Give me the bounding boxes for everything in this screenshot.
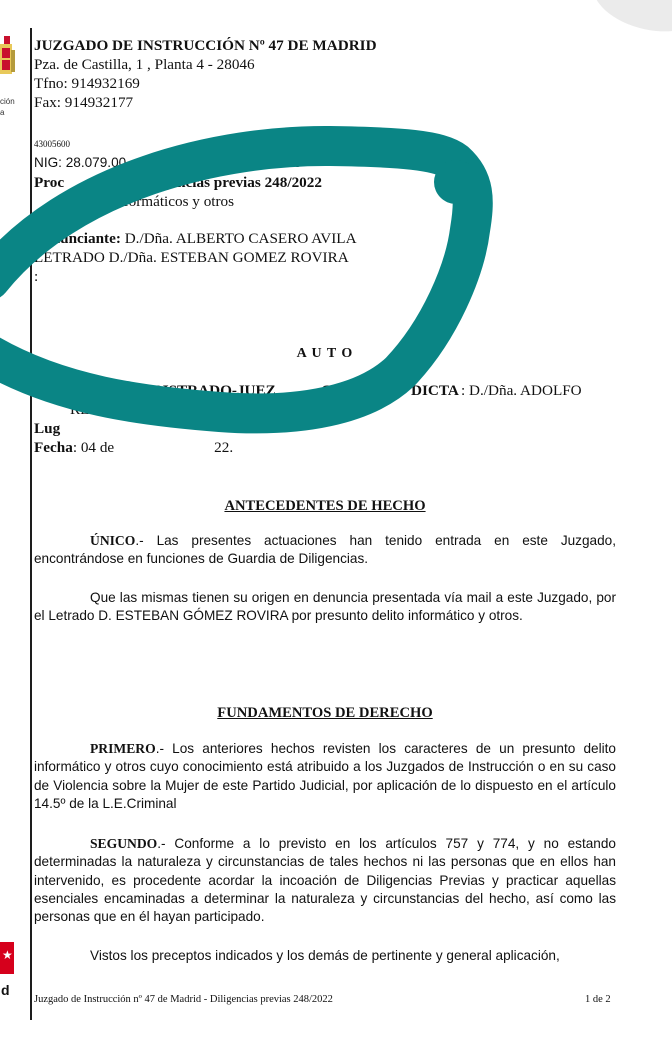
denunciante: Denunciante: D./Dña. ALBERTO CASERO AVILA: [34, 230, 357, 247]
footer-left: Juzgado de Instrucción nº 47 de Madrid - Diligencias previas 248/2022: [34, 994, 333, 1005]
fundamentos-heading: FUNDAMENTOS DE DERECHO: [217, 705, 433, 721]
antecedentes-p2: Que las mismas tienen su origen en denuncia presentada vía mail a este Juzgado, por el Letrado D. ESTEBAN GÓMEZ ROVIRA por presunto delito informático y otros.: [34, 590, 616, 624]
fundamentos-primero: PRIMERO.- Los anteriores hechos revisten los caracteres de un presunto delito informático y otros cuyo conocimiento está atribuido a los Juzgados de Instrucción o en su caso de Violencia sobre la Mujer de este Partido Judicial, por aplicación de lo dispuesto en el artículo 14.5º de la L.E.Criminal: [34, 741, 616, 811]
page-corner-shadow: [586, 0, 672, 42]
antecedentes-heading: ANTECEDENTES DE HECHO: [224, 498, 426, 514]
page-number: 1 de 2: [585, 994, 611, 1005]
nig-number: NIG: 28.079.00 13: [34, 155, 302, 170]
letrado: LETRADO D./Dña. ESTEBAN GOMEZ ROVIRA: [34, 249, 349, 266]
delito: itos informáticos y otros: [86, 193, 235, 210]
coat-of-arms-icon: [0, 34, 16, 84]
judge-name: RETERO SÁNCHEZ: [70, 401, 203, 418]
empty-field-colon: :: [34, 268, 39, 285]
judge-line: EL/LA JUEZ/MAGISTRADO-JUEZ C O DICTA : D./Dña. ADOLFO: [34, 382, 582, 399]
margin-rule: [30, 28, 32, 1020]
court-name: JUZGADO DE INSTRUCCIÓN Nº 47 DE MADRID: [34, 37, 377, 54]
logo-letter: d: [1, 982, 10, 998]
auto-title: A U T O: [296, 346, 354, 361]
lugar: Lug: [34, 420, 61, 437]
court-address: Pza. de Castilla, 1 , Planta 4 - 28046: [34, 56, 255, 73]
fundamentos-vistos: Vistos los preceptos indicados y los demás de pertinente y general aplicación,: [90, 948, 560, 963]
crest-caption: ción a: [0, 97, 15, 117]
star-icon: ★: [2, 948, 13, 962]
case-code: 43005600: [34, 139, 70, 149]
fundamentos-segundo: SEGUNDO.- Conforme a lo previsto en los artículos 757 y 774, y no estando determinadas la naturaleza y circunstancias de tales hechos ni las personas que en ellos han intervenido, es procedente acordar la incoación de Diligencias Previas y practicar aquellas esenciales encaminadas a determinar la naturaleza y circunstancias del hecho, así como las personas que en él hayan participado.: [34, 836, 616, 925]
procedure: Proc iligencias previas 248/2022: [34, 174, 322, 191]
court-fax: Fax: 914932177: [34, 94, 134, 111]
antecedentes-unico: ÚNICO.- Las presentes actuaciones han tenido entrada en este Juzgado, encontrándose en funciones de Guardia de Diligencias.: [34, 533, 616, 567]
court-phone: Tfno: 914932169: [34, 75, 140, 92]
fecha: Fecha: 04 de 22.: [34, 439, 234, 456]
